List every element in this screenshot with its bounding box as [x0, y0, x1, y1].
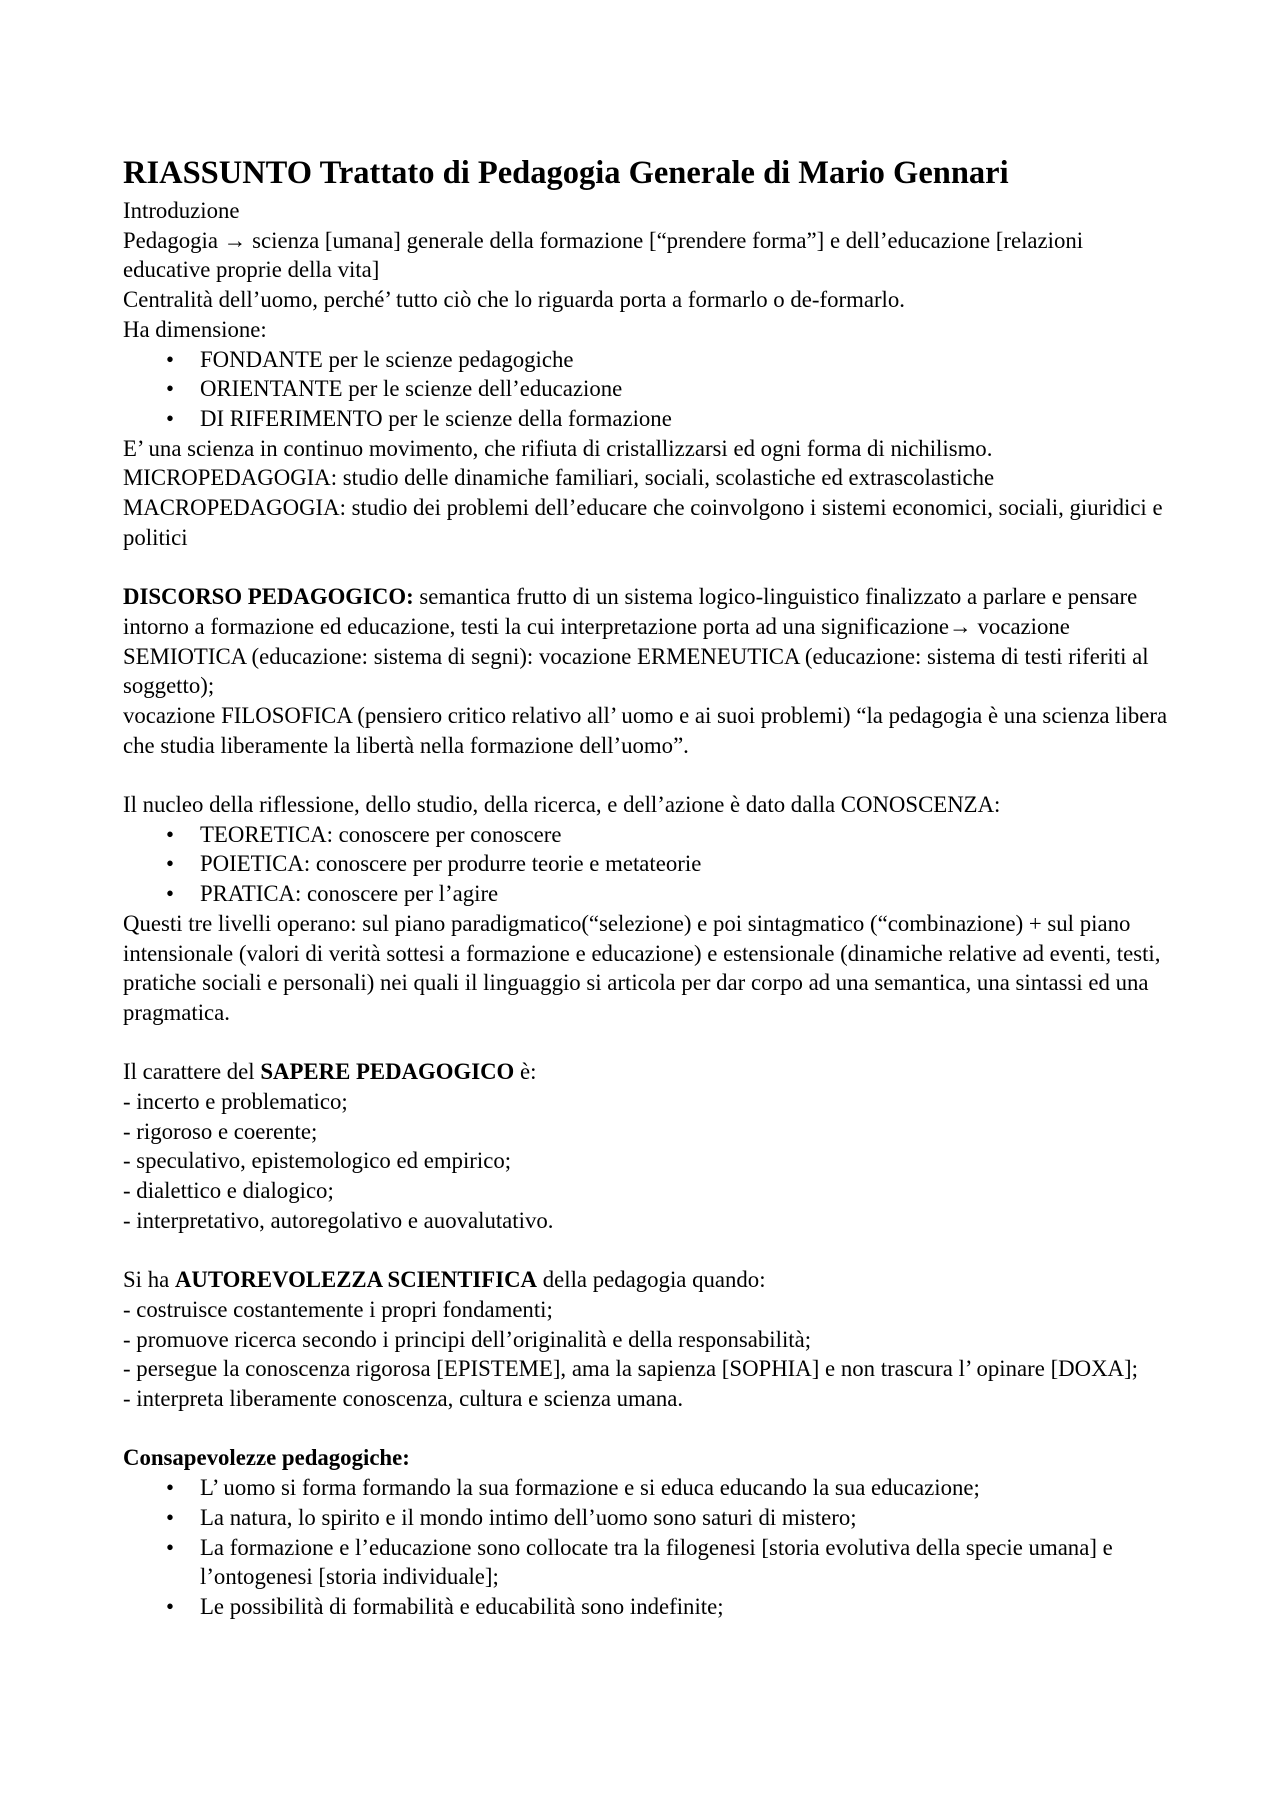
list-item: • FONDANTE per le scienze pedagogiche — [123, 345, 1173, 375]
autorevolezza-intro — [123, 1265, 1173, 1295]
list-item: - promuove ricerca secondo i principi dell’originalità e della responsabilità; — [123, 1326, 812, 1352]
vocazione-filosofica-paragraph: vocazione FILOSOFICA (pensiero critico relativo all’ uomo e ai suoi problemi) “la pedagogia è una scienza libera che studia liberamente la libertà nella formazione dell’uomo”. — [123, 702, 1168, 758]
sapere-post-text: è: — [514, 1059, 537, 1085]
discorso-text: semantica frutto di un sistema logico-linguistico finalizzato a parlare e pensare intorno a formazione ed educazione, testi la cui interpretazione porta ad una significazione→ vocazione SEMIOTICA (educazione: sistema di segni): vocazione ERMENEUTICA (educazione: sistema di testi riferiti al soggetto); — [123, 584, 1149, 699]
conoscenza-list — [123, 820, 1173, 909]
list-item: - dialettico e dialogico; — [123, 1178, 334, 1204]
list-item: - rigoroso e coerente; — [123, 1118, 318, 1144]
autorevolezza-post-text: della pedagogia quando: — [537, 1267, 766, 1293]
list-item: • Le possibilità di formabilità e educabilità sono indefinite; — [123, 1592, 1173, 1622]
dimension-label: Ha dimensione: — [123, 316, 267, 342]
list-item: • La formazione e l’educazione sono collocate tra la filogenesi [storia evolutiva della specie umana] e l’ontogenesi [storia individuale]; — [123, 1533, 1173, 1592]
list-item: - persegue la conoscenza rigorosa [EPISTEME], ama la sapienza [SOPHIA] e non trascura l’ opinare [DOXA]; — [123, 1356, 1138, 1382]
autorevolezza-heading: AUTOREVOLEZZA SCIENTIFICA — [174, 1267, 538, 1293]
list-item: • L’ uomo si forma formando la sua formazione e si educa educando la sua educazione; — [123, 1473, 1173, 1503]
paragraph-gap — [123, 1028, 1173, 1058]
consapevolezze-heading — [123, 1443, 1173, 1473]
sapere-pre-text: Il carattere del — [123, 1059, 261, 1085]
discorso-heading: DISCORSO PEDAGOGICO: — [123, 584, 414, 610]
dimension-list — [123, 345, 1173, 434]
pedagogy-definition: Pedagogia → scienza [umana] generale della formazione [“prendere forma”] e dell’educazione [relazioni educative proprie della vita] — [123, 227, 1084, 283]
list-item: • TEORETICA: conoscere per conoscere — [123, 820, 1173, 850]
list-item: • ORIENTANTE per le scienze dell’educazione — [123, 374, 1173, 404]
list-item: • La natura, lo spirito e il mondo intimo dell’uomo sono saturi di mistero; — [123, 1503, 1173, 1533]
discorso-paragraph — [123, 582, 1173, 701]
list-item: - costruisce costantemente i propri fondamenti; — [123, 1296, 553, 1322]
sapere-intro — [123, 1057, 1173, 1087]
consapevolezze-list — [123, 1473, 1173, 1622]
intro-heading: Introduzione — [123, 198, 240, 223]
list-item: • DI RIFERIMENTO per le scienze della formazione — [123, 404, 1173, 434]
centrality-paragraph: Centralità dell’uomo, perché’ tutto ciò che lo riguarda porta a formarlo o de-formarlo. — [123, 287, 905, 313]
micropedagogia-paragraph: MICROPEDAGOGIA: studio delle dinamiche familiari, sociali, scolastiche ed extrascolastiche — [123, 465, 995, 491]
paragraph-gap — [123, 1236, 1173, 1266]
list-item: - speculativo, epistemologico ed empirico; — [123, 1148, 512, 1174]
list-item: - incerto e problematico; — [123, 1089, 348, 1115]
paragraph-gap — [123, 760, 1173, 790]
livelli-paragraph: Questi tre livelli operano: sul piano paradigmatico(“selezione) e poi sintagmatico (“combinazione) + sul piano intensionale (valori di verità sottesi a formazione e educazione) e estensionale (dinamiche relative ad eventi, testi, pratiche sociali e personali) nei quali il linguaggio si articola per dar corpo ad una semantica, una sintassi ed una pragmatica. — [123, 910, 1161, 1025]
paragraph-gap — [123, 552, 1173, 582]
macropedagogia-paragraph: MACROPEDAGOGIA: studio dei problemi dell’educare che coinvolgono i sistemi economici, sociali, giuridici e politici — [123, 495, 1163, 550]
document-title: RIASSUNTO Trattato di Pedagogia Generale di Mario Gennari — [123, 155, 1009, 191]
autorevolezza-pre-text: Si ha — [123, 1267, 175, 1293]
conoscenza-intro: Il nucleo della riflessione, dello studio, della ricerca, e dell’azione è dato dalla CONOSCENZA: — [123, 792, 1001, 818]
paragraph-gap — [123, 1414, 1173, 1444]
list-item: - interpretativo, autoregolativo e auovalutativo. — [123, 1207, 554, 1233]
list-item: • POIETICA: conoscere per produrre teorie e metateorie — [123, 849, 1173, 879]
list-item: - interpreta liberamente conoscenza, cultura e scienza umana. — [123, 1386, 684, 1412]
movement-paragraph: E’ una scienza in continuo movimento, che rifiuta di cristallizzarsi ed ogni forma di nichilismo. — [123, 435, 993, 461]
consapevolezze-heading-text: Consapevolezze pedagogiche: — [123, 1445, 410, 1471]
document-body — [123, 150, 1173, 1622]
sapere-heading: SAPERE PEDAGOGICO — [260, 1059, 515, 1085]
list-item: • PRATICA: conoscere per l’agire — [123, 879, 1173, 909]
